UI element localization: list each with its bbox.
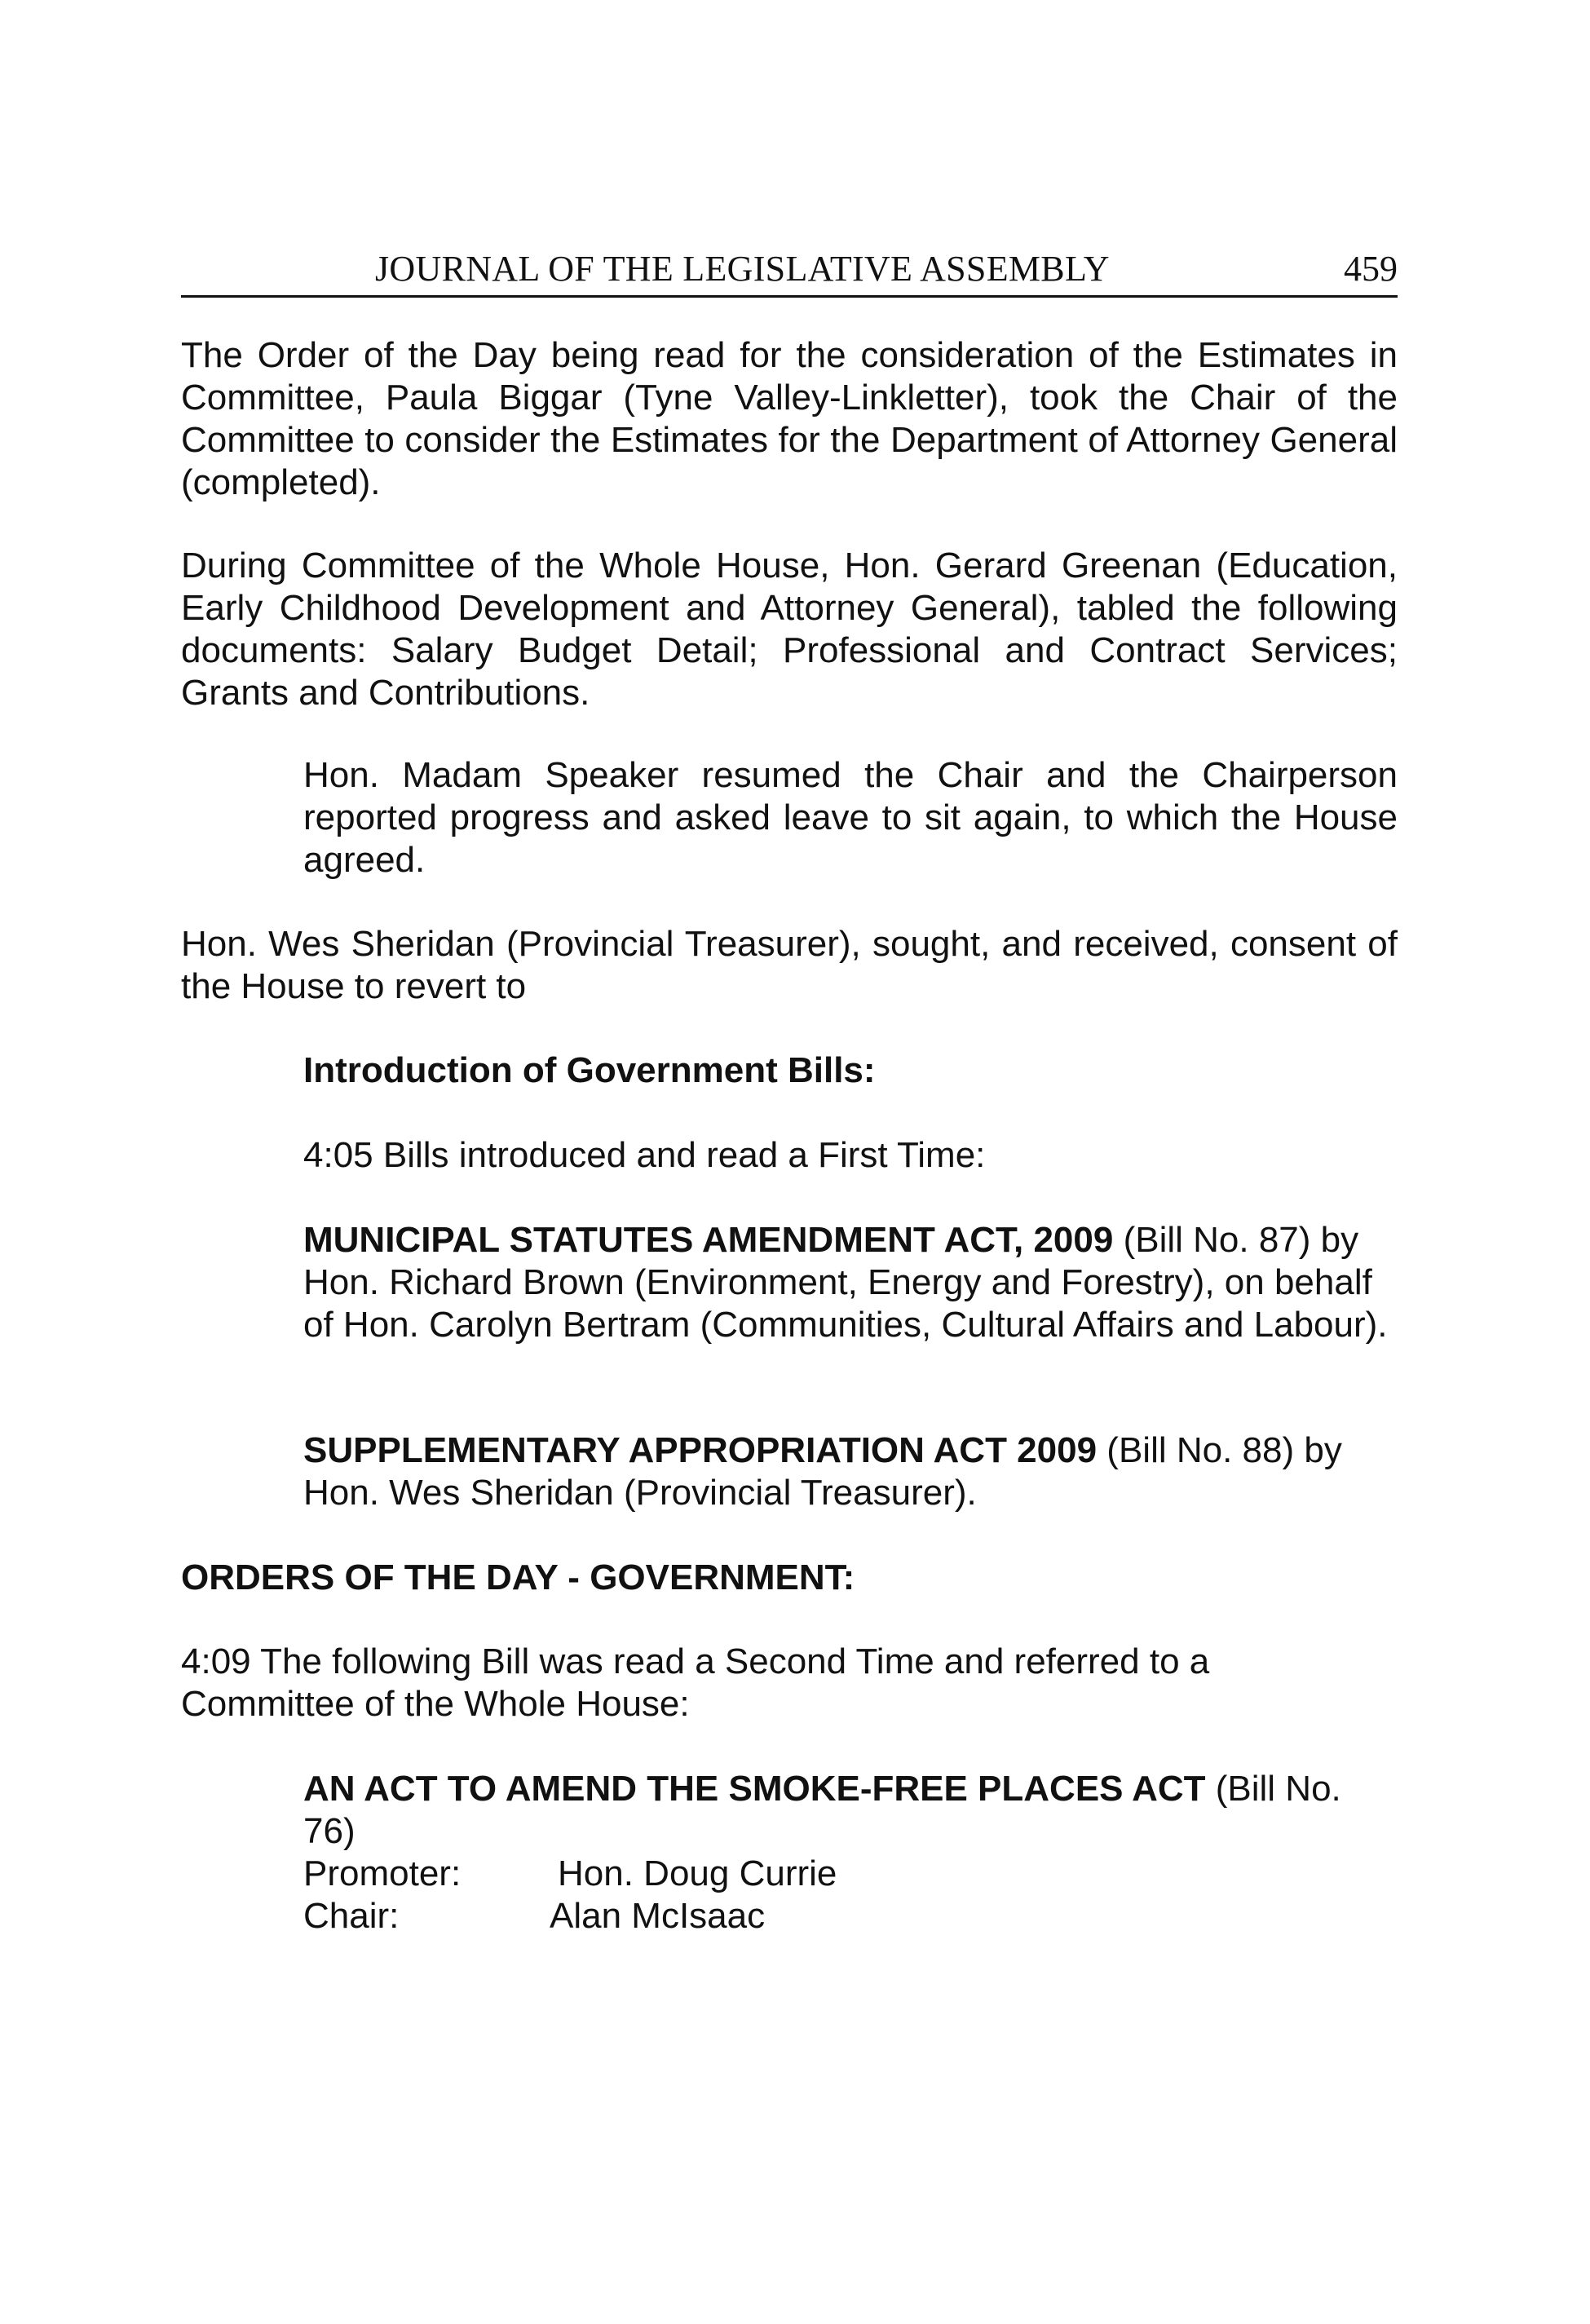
promoter-row bbox=[303, 1853, 1398, 1895]
paragraph-consent-revert: Hon. Wes Sheridan (Provincial Treasurer), sought, and received, consent of the House to revert to bbox=[181, 924, 1398, 1006]
journal-title: JOURNAL OF THE LEGISLATIVE ASSEMBLY bbox=[375, 249, 1110, 289]
promoter-value: Hon. Doug Currie bbox=[558, 1853, 837, 1893]
bill-76-title: AN ACT TO AMEND THE SMOKE-FREE PLACES ACT bbox=[303, 1769, 1206, 1809]
second-time-line: 4:09 The following Bill was read a Second Time and referred to a Committee of the Whole House: bbox=[181, 1641, 1210, 1724]
page-header bbox=[181, 245, 1398, 298]
bill-76-details: (Bill No. 76) bbox=[303, 1769, 1341, 1851]
heading-introduction-bills-text: Introduction of Government Bills: bbox=[303, 1050, 876, 1090]
bill-88-entry bbox=[303, 1429, 1398, 1514]
paragraph-speaker-resumed: Hon. Madam Speaker resumed the Chair and the Chairperson reported progress and asked leave to sit again, to which the House agreed. bbox=[303, 755, 1398, 880]
heading-introduction-bills bbox=[303, 1049, 1398, 1092]
paragraph-estimates-committee: The Order of the Day being read for the consideration of the Estimates in Committee, Paula Biggar (Tyne Valley-Linkletter), took the Chair of the Committee to consider the Estimates for the Department of Attorney General (completed). bbox=[181, 335, 1398, 502]
journal-page bbox=[181, 0, 1398, 2324]
paragraph-tabled-documents: During Committee of the Whole House, Hon. Gerard Greenan (Education, Early Childhood Development and Attorney General), tabled the following documents: Salary Budget Detail; Professional and Contract Services; Grants and Contributions. bbox=[181, 546, 1398, 713]
chair-value: Alan McIsaac bbox=[550, 1896, 766, 1936]
promoter-label: Promoter: bbox=[303, 1853, 462, 1893]
chair-label: Chair: bbox=[303, 1896, 400, 1936]
heading-orders-of-the-day bbox=[181, 1557, 1398, 1599]
first-time-line: 4:05 Bills introduced and read a First Time: bbox=[303, 1135, 986, 1175]
bill-87-title: MUNICIPAL STATUTES AMENDMENT ACT, 2009 bbox=[303, 1220, 1114, 1260]
bill-88-title: SUPPLEMENTARY APPROPRIATION ACT 2009 bbox=[303, 1430, 1098, 1470]
page-number: 459 bbox=[1344, 249, 1398, 289]
chair-row bbox=[303, 1895, 1398, 1937]
bill-87-details: (Bill No. 87) by Hon. Richard Brown (Environment, Energy and Forestry), on behalf of Hon. Carolyn Bertram (Communities, Cultural Affairs and Labour). bbox=[303, 1220, 1388, 1345]
bill-76-entry bbox=[303, 1768, 1398, 1853]
heading-orders-text: ORDERS OF THE DAY - GOVERNMENT: bbox=[181, 1557, 855, 1597]
bill-88-details: (Bill No. 88) by Hon. Wes Sheridan (Provincial Treasurer). bbox=[303, 1430, 1342, 1513]
bill-87-entry bbox=[303, 1219, 1398, 1346]
